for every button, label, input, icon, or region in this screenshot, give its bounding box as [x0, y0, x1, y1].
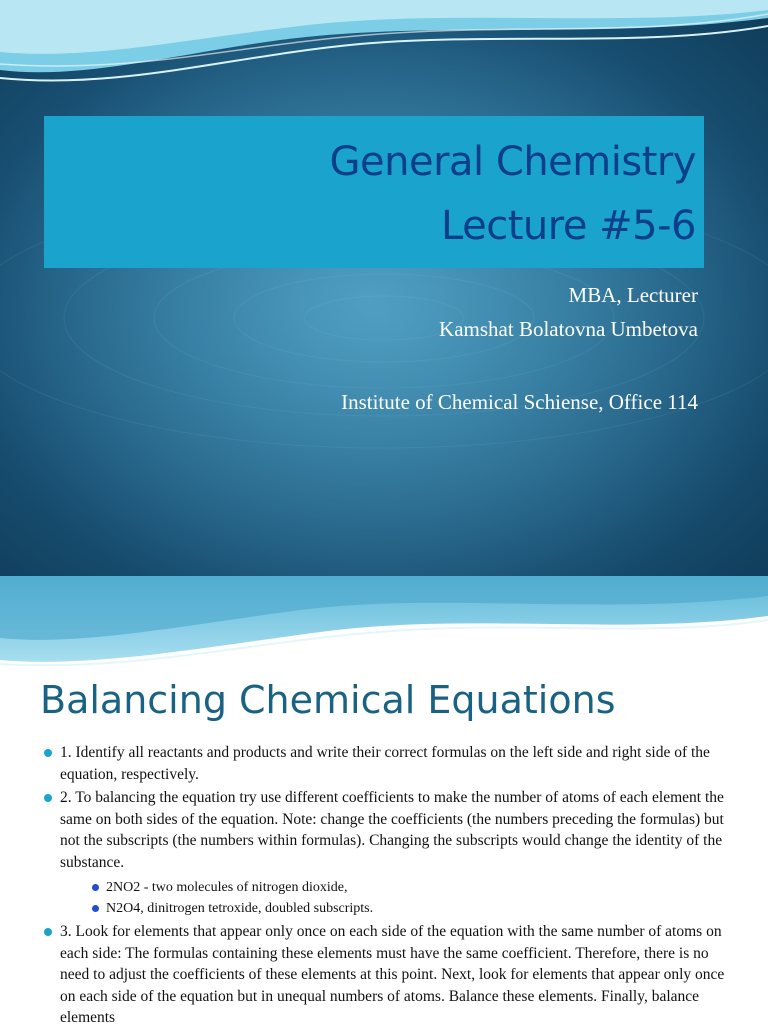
- sub-bullet-dot-icon: [92, 905, 99, 912]
- slide-heading: Balancing Chemical Equations: [40, 678, 616, 722]
- bullet-item-2: [44, 787, 734, 919]
- institute-office: Institute of Chemical Schiense, Office 114: [341, 390, 698, 414]
- sub-bullet-item-1: [60, 877, 734, 898]
- bullet-dot-icon: [44, 794, 52, 802]
- slide-title-line-1: General Chemistry: [329, 139, 696, 185]
- bullet-text: 1. Identify all reactants and products and write their correct formulas on the left side and right side of the equation, respectively.: [60, 744, 710, 783]
- title-box: [44, 116, 704, 268]
- sub-bullet-text: 2NO2 - two molecules of nitrogen dioxide,: [106, 880, 348, 895]
- sub-bullet-dot-icon: [92, 884, 99, 891]
- content-slide: [0, 576, 768, 1024]
- slide-title-line-2: Lecture #5-6: [441, 203, 696, 249]
- lecturer-role: MBA, Lecturer: [568, 283, 698, 307]
- bullet-text: 2. To balancing the equation try use different coefficients to make the number of atoms of each element the same on both sides of the equation. Note: change the coefficients (the numbers preceding the formulas) but not the subscripts (the numbers within formulas). Changing the subscripts would change the identity of the substance.: [60, 789, 724, 871]
- bullet-item-1: [44, 742, 734, 785]
- lecturer-name: Kamshat Bolatovna Umbetova: [439, 317, 698, 341]
- bullet-dot-icon: [44, 928, 52, 936]
- sub-bullet-item-2: [60, 898, 734, 919]
- bullet-dot-icon: [44, 749, 52, 757]
- sub-bullet-list: [60, 877, 734, 919]
- bullet-item-3: [44, 921, 734, 1024]
- wave-header-decoration: [0, 576, 768, 666]
- sub-bullet-text: N2O4, dinitrogen tetroxide, doubled subscripts.: [106, 901, 374, 916]
- bullet-text: 3. Look for elements that appear only once on each side of the equation with the same number of atoms on each side: The formulas containing these elements must have the same coefficient. Therefore, there is no need to adjust the coefficients of these elements at this point. Next, look for elements that appear only once on each side of the equation but in unequal numbers of atoms. Balance these elements. Finally, balance elements: [60, 923, 725, 1024]
- bullet-list: [44, 742, 734, 1024]
